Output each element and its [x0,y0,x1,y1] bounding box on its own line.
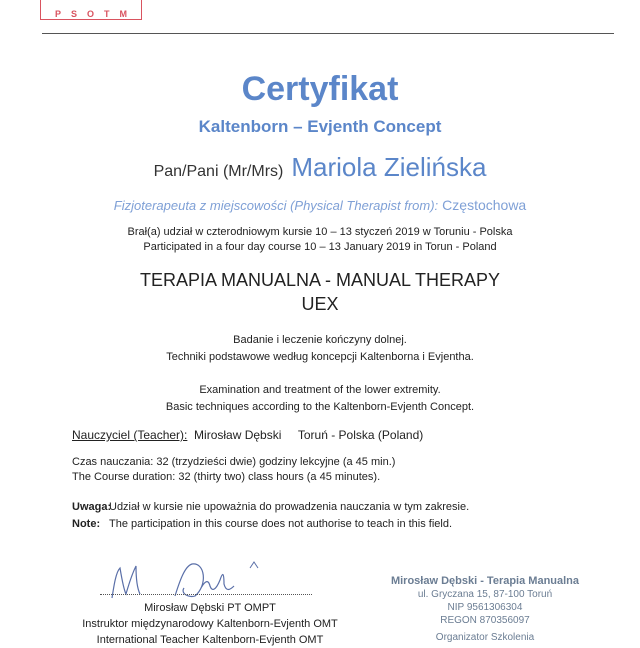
recipient-name: Mariola Zielińska [291,152,487,182]
participation-pl: Brał(a) udział w czterodniowym kursie 10 – 13 styczeń 2019 w Toruniu - Polska [127,226,513,238]
logo-text: PSOTM [54,9,137,19]
header-divider [42,33,614,34]
course-line-2: UEX [301,294,339,314]
teacher [72,428,423,442]
note-pl-label: Uwaga: [72,501,112,513]
hours-pl: Czas nauczania: 32 (trzydzieści dwie) godziny lekcyjne (a 45 min.) [72,456,396,468]
description-pl [0,332,640,366]
hours-en: The Course duration: 32 (thirty two) class hours (a 45 minutes). [72,471,381,483]
psotm-logo [40,0,142,20]
origin-label: Fizjoterapeuta z miejscowości (Physical Therapist from): [113,198,439,213]
stamp-address: ul. Gryczana 15, 87-100 Toruń [417,589,553,600]
stamp-footer: Organizator Szkolenia [435,632,535,643]
notes [72,499,469,533]
course-hours [72,455,395,485]
certificate-title: Certyfikat [241,70,399,108]
note-en: The participation in this course does not authorise to teach in this field. [109,518,453,530]
participation-en: Participated in a four day course 10 – 13 January 2019 in Torun - Poland [143,241,497,253]
description-en [0,382,640,416]
stamp-title: Mirosław Dębski - Terapia Manualna [390,575,580,587]
description-en-2: Basic techniques according to the Kaltenborn-Evjenth Concept. [165,401,475,413]
stamp-nip: NIP 9561306304 [447,602,523,613]
recipient [0,152,640,183]
teacher-name: Mirosław Dębski [194,428,282,442]
course-title [0,268,640,316]
origin-city: Częstochowa [442,197,527,213]
certificate-subtitle: Kaltenborn – Evjenth Concept [198,117,442,136]
signatory-role-pl: Instruktor międzynarodowy Kaltenborn-Evjenth OMT [82,618,338,630]
signature-line [100,594,312,595]
teacher-label: Nauczyciel (Teacher): [72,428,188,442]
recipient-label: Pan/Pani (Mr/Mrs) [153,163,284,180]
signatory-name: Mirosław Dębski PT OMPT [144,602,276,614]
description-pl-1: Badanie i leczenie kończyny dolnej. [233,334,407,346]
description-pl-2: Techniki podstawowe według koncepcji Kaltenborna i Evjentha. [166,351,474,363]
organizer-stamp [380,575,590,644]
signatory-role-en: International Teacher Kaltenborn-Evjenth OMT [96,634,324,646]
teacher-place: Toruń - Polska (Poland) [297,428,424,442]
signatory [80,600,340,648]
course-line-1: TERAPIA MANUALNA - MANUAL THERAPY [139,270,501,290]
participation [0,225,640,255]
note-pl: Udział w kursie nie upoważnia do prowadzenia nauczania w tym zakresie. [109,501,470,513]
note-en-label: Note: [72,518,101,530]
description-en-1: Examination and treatment of the lower extremity. [199,384,441,396]
recipient-origin [0,197,640,213]
stamp-regon: REGON 870356097 [440,615,530,626]
